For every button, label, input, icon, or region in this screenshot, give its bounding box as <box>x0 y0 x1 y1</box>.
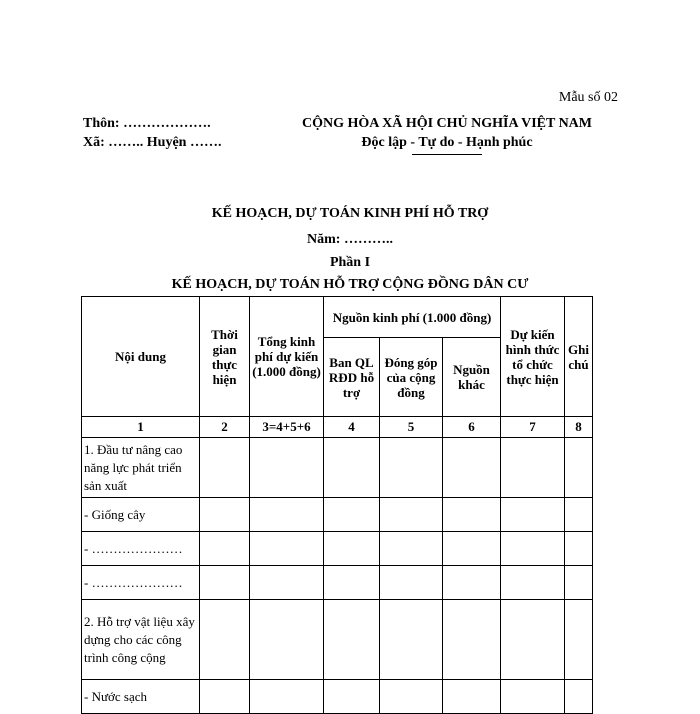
empty-cell <box>443 600 501 680</box>
empty-cell <box>501 438 565 498</box>
column-number: 3=4+5+6 <box>250 417 324 438</box>
header-left <box>83 114 221 152</box>
commune-district-line: Xã: …….. Huyện ……. <box>83 135 222 150</box>
table-row <box>82 680 593 714</box>
row-content: - ………………… <box>82 566 200 600</box>
empty-cell <box>250 680 324 714</box>
col-header-note: Ghi chú <box>565 297 593 417</box>
empty-cell <box>250 566 324 600</box>
nation-name: CỘNG HÒA XÃ HỘI CHỦ NGHĨA VIỆT NAM <box>301 116 592 131</box>
empty-cell <box>200 532 250 566</box>
column-number-row <box>82 417 593 438</box>
empty-cell <box>443 438 501 498</box>
empty-cell <box>565 498 593 532</box>
empty-cell <box>324 438 380 498</box>
empty-cell <box>380 680 443 714</box>
table-row <box>82 566 593 600</box>
empty-cell <box>324 600 380 680</box>
empty-cell <box>501 498 565 532</box>
column-number: 6 <box>443 417 501 438</box>
row-content: - ………………… <box>82 532 200 566</box>
empty-cell <box>501 600 565 680</box>
column-number: 5 <box>380 417 443 438</box>
row-content: 1. Đầu tư nâng cao năng lực phát triển sản xuất <box>82 438 200 498</box>
part-label: Phần I <box>329 255 371 270</box>
header-row-1 <box>82 297 593 338</box>
empty-cell <box>200 566 250 600</box>
empty-cell <box>324 566 380 600</box>
empty-cell <box>324 680 380 714</box>
col-header-other: Nguồn khác <box>443 338 501 417</box>
part-title: KẾ HOẠCH, DỰ TOÁN HỖ TRỢ CỘNG ĐỒNG DÂN CƯ <box>171 277 529 292</box>
empty-cell <box>565 566 593 600</box>
table-row <box>82 600 593 680</box>
year-line: Năm: ……….. <box>307 232 393 247</box>
table-row <box>82 498 593 532</box>
motto-underline <box>412 154 482 155</box>
empty-cell <box>380 438 443 498</box>
national-motto: Độc lập - Tự do - Hạnh phúc <box>361 135 533 150</box>
empty-cell <box>324 498 380 532</box>
col-header-funding-group: Nguồn kinh phí (1.000 đồng) <box>324 297 501 338</box>
empty-cell <box>501 566 565 600</box>
budget-plan-table <box>81 296 593 714</box>
col-header-duration: Thời gian thực hiện <box>200 297 250 417</box>
column-number: 1 <box>82 417 200 438</box>
empty-cell <box>250 532 324 566</box>
empty-cell <box>501 532 565 566</box>
row-content: - Giống cây <box>82 498 200 532</box>
column-number: 8 <box>565 417 593 438</box>
col-header-ban-ql: Ban QL RĐD hỗ trợ <box>324 338 380 417</box>
empty-cell <box>501 680 565 714</box>
empty-cell <box>443 498 501 532</box>
empty-cell <box>200 680 250 714</box>
col-header-form: Dự kiến hình thức tổ chức thực hiện <box>501 297 565 417</box>
empty-cell <box>380 532 443 566</box>
table-row <box>82 532 593 566</box>
col-header-total: Tổng kinh phí dự kiến (1.000 đồng) <box>250 297 324 417</box>
empty-cell <box>565 680 593 714</box>
empty-cell <box>250 600 324 680</box>
col-header-community: Đóng góp của cộng đồng <box>380 338 443 417</box>
empty-cell <box>443 532 501 566</box>
empty-cell <box>443 680 501 714</box>
column-number: 2 <box>200 417 250 438</box>
column-number: 7 <box>501 417 565 438</box>
empty-cell <box>200 438 250 498</box>
row-content: - Nước sạch <box>82 680 200 714</box>
village-line: Thôn: ………………. <box>83 116 211 131</box>
header-right <box>262 114 632 155</box>
col-header-content: Nội dung <box>82 297 200 417</box>
empty-cell <box>380 566 443 600</box>
empty-cell <box>380 600 443 680</box>
column-number: 4 <box>324 417 380 438</box>
empty-cell <box>200 498 250 532</box>
empty-cell <box>380 498 443 532</box>
row-content: 2. Hỗ trợ vật liệu xây dựng cho các công trình công cộng <box>82 600 200 680</box>
empty-cell <box>324 532 380 566</box>
empty-cell <box>250 438 324 498</box>
empty-cell <box>250 498 324 532</box>
empty-cell <box>443 566 501 600</box>
empty-cell <box>565 438 593 498</box>
empty-cell <box>565 600 593 680</box>
empty-cell <box>565 532 593 566</box>
empty-cell <box>200 600 250 680</box>
form-number: Mẫu số 02 <box>558 90 618 105</box>
document-title: KẾ HOẠCH, DỰ TOÁN KINH PHÍ HỖ TRỢ <box>211 206 489 221</box>
table-row <box>82 438 593 498</box>
